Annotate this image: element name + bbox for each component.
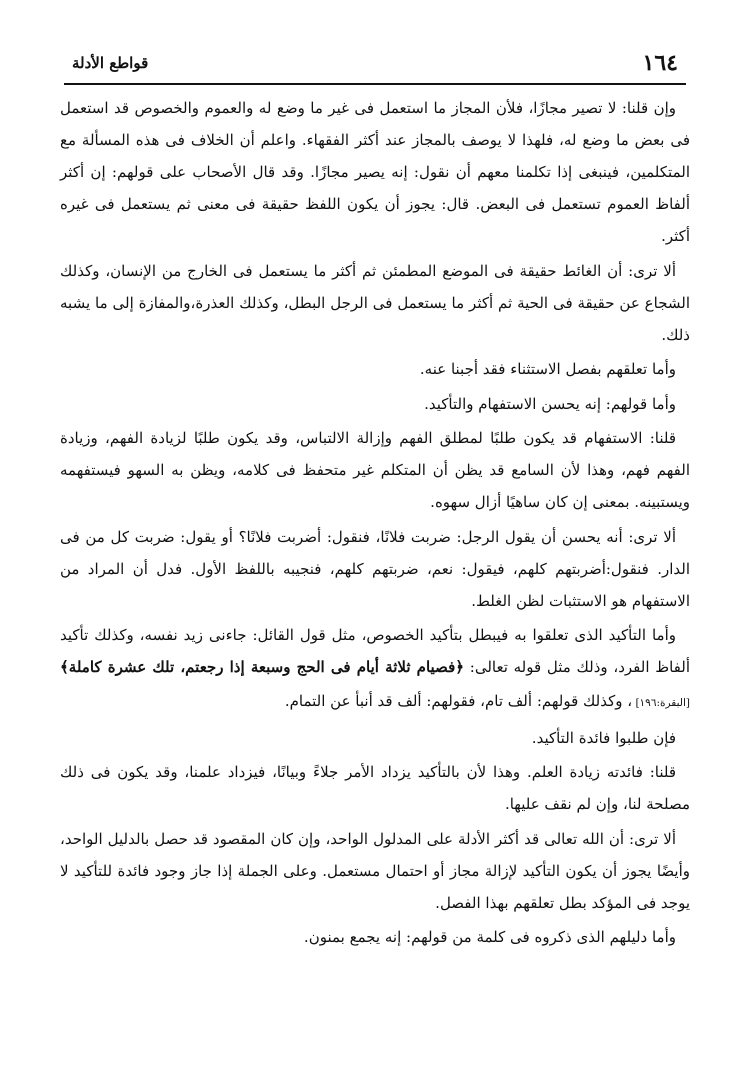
paragraph: ألا ترى: أن الله تعالى قد أكثر الأدلة على المدلول الواحد، وإن كان المقصود قد حصل بالدليل الواحد، وأيضًا يجوز أن يكون التأكيد لإزالة مجاز أو احتمال مستعمل. وعلى الجملة إذا جاز وجود فائدة للتأكيد لا يوجد فى المؤكد بطل تعلقهم بهذا الفصل.: [60, 829, 690, 912]
paragraph: قلنا: فائدته زيادة العلم. وهذا لأن بالتأكيد يزداد الأمر جلاءً وبيانًا، فيزداد علمنا، وقد يكون فى ذلك مصلحة لنا، وإن لم نقف عليها.: [60, 763, 690, 813]
paragraph: ألا ترى: أن الغائط حقيقة فى الموضع المطمئن ثم أكثر ما يستعمل فى الخارج من الإنسان، وكذلك الشجاع عن حقيقة فى الحية ثم أكثر ما يستعمل فى الرجل البطل، وكذلك العذرة،والمفازة إلى ما يشبه ذلك.: [60, 261, 690, 344]
verse-citation: [البقرة:١٩٦]: [632, 697, 690, 709]
text-run: وأما التأكيد الذى تعلقوا به فيبطل بتأكيد الخصوص، مثل قول القائل: جاءنى زيد نفسه، وكذلك تأكيد ألفاظ الفرد، وذلك مثل قوله تعالى:: [60, 626, 690, 676]
header-rule: [64, 83, 686, 85]
paragraph: فإن طلبوا فائدة التأكيد.: [531, 728, 676, 747]
paragraph: وإن قلنا: لا تصير مجازًا، فلأن المجاز ما استعمل فى غير ما وضع له والعموم والخصوص قد استعمل فى بعض ما وضع له، فلهذا لا يوصف بالمجاز عند أكثر الفقهاء. واعلم أن الخلاف فى هذه المسألة مع المتكلمين، فينبغى إذا تكلمنا معهم أن نقول: إنه يصير مجازًا. وقد قال الأصحاب على قولهم: إن أكثر ألفاظ العموم تستعمل فى البعض. قال: يجوز أن يكون اللفظ حقيقة فى معنى ثم يستعمل فى غيره أكثر.: [60, 99, 690, 245]
paragraph: وأما دليلهم الذى ذكروه فى كلمة من قولهم: إنه يجمع بمنون.: [303, 928, 676, 946]
text-run: ، وكذلك قولهم: ألف تام، فقولهم: ألف قد أنبأ عن التمام.: [284, 692, 633, 710]
running-title: قواطع الأدلة: [72, 54, 149, 72]
paragraph-with-quran-verse: [60, 619, 690, 719]
paragraph: قلنا: الاستفهام قد يكون طلبًا لمطلق الفهم وإزالة الالتباس، وقد يكون طلبًا لزيادة الفهم، وزيادة الفهم فهم، وهذا لأن السامع قد يظن أن المتكلم غير متحفظ فى كلامه، ويظن به السهو فيستفهمه ويستبينه. بمعنى إن كان ساهيًا أزال سهوه.: [60, 429, 690, 511]
page-header: [64, 48, 686, 78]
body-text: [60, 92, 690, 956]
paragraph: وأما تعلقهم بفصل الاستثناء فقد أجبنا عنه.: [419, 360, 676, 378]
page-number: ١٦٤: [642, 50, 678, 76]
paragraph: ألا ترى: أنه يحسن أن يقول الرجل: ضربت فلانًا، فنقول: أضربت فلانًا؟ أو يقول: ضربت كل من فى الدار. فنقول:أضربتهم كلهم، فيقول: نعم، ضربتهم كلهم، فنجيبه باللفظ الأول. فدل أن المراد من الاستفهام هو الاستثبات لظن الغلط.: [60, 527, 690, 610]
quran-verse: ﴿فصيام ثلاثة أيام فى الحج وسبعة إذا رجعتم، تلك عشرة كاملة﴾: [60, 658, 465, 676]
paragraph: وأما قولهم: إنه يحسن الاستفهام والتأكيد.: [424, 394, 676, 413]
